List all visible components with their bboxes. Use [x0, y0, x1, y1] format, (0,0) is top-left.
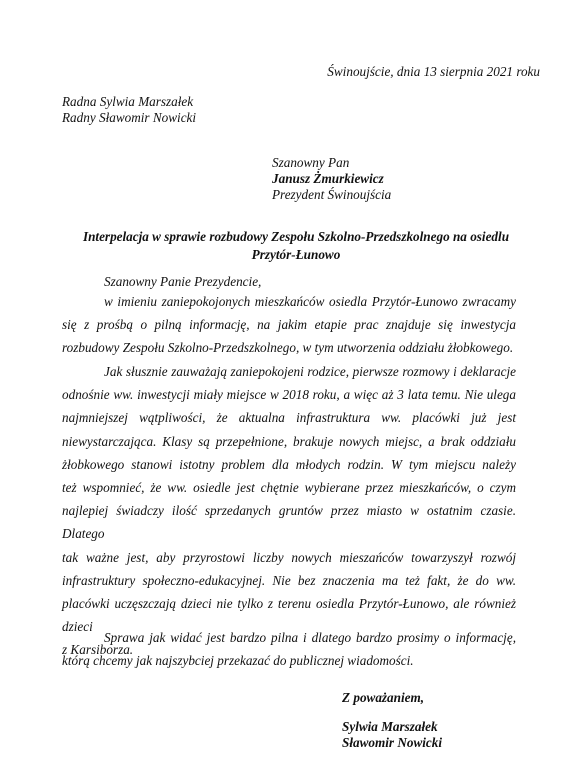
p1-line: się z prośbą o pilną informację, na jakim etapie prac znajduje się inwestycja: [62, 317, 516, 333]
paragraph-3: [62, 626, 516, 672]
p1-line: w imieniu zaniepokojonych mieszkańców osiedla Przytór-Łunowo zwracamy: [104, 294, 516, 309]
p2-line: najmniejszej wątpliwości, że aktualna infrastruktura ww. placówki już jest: [62, 410, 516, 426]
p2-line: Jak słusznie zauważają zaniepokojeni rodzice, pierwsze rozmowy i deklaracje: [104, 364, 516, 379]
greeting: Szanowny Panie Prezydencie,: [104, 274, 262, 289]
sender-2: Radny Sławomir Nowicki: [62, 110, 197, 125]
subject-line-2: Przytór-Łunowo: [251, 247, 341, 262]
addressee-title: Prezydent Świnoujścia: [272, 187, 392, 202]
p2-line: też wspomnieć, że ww. osiedle jest chętnie wybierane przez mieszkańców, o czym: [62, 480, 516, 496]
subject-line-1: Interpelacja w sprawie rozbudowy Zespołu Szkolno-Przedszkolnego na osiedlu: [82, 229, 510, 244]
p3-line: Sprawa jak widać jest bardzo pilna i dlatego bardzo prosimy o informację,: [104, 630, 516, 645]
p2-line: infrastruktury społeczno-edukacyjnej. Nie bez znaczenia ma też fakt, że do ww.: [62, 572, 516, 588]
addressee-salutation: Szanowny Pan: [272, 155, 350, 170]
p1-line: rozbudowy Zespołu Szkolno-Przedszkolnego, w tym utworzenia oddziału żłobkowego.: [62, 340, 514, 356]
place-date: Świnoujście, dnia 13 sierpnia 2021 roku: [327, 64, 540, 79]
p2-line: tak ważne jest, aby przyrostowi liczby nowych mieszańców towarzyszył rozwój: [62, 549, 516, 565]
subject-title: [62, 228, 530, 264]
p2-line: dzieci: [62, 619, 93, 635]
closing: Z poważaniem,: [342, 690, 425, 705]
p2-line: z Karsiborza.: [62, 642, 134, 658]
paragraph-2: [62, 360, 516, 662]
sender-1: Radna Sylwia Marszałek: [62, 94, 194, 109]
p2-line: odnośnie ww. inwestycji miały miejsce w 2018 roku, a więc aż 3 lata temu. Nie ulega: [62, 387, 516, 403]
signature-1: Sylwia Marszałek: [342, 719, 438, 734]
p3-line: którą chcemy jak najszybciej przekazać do publicznej wiadomości.: [62, 653, 414, 669]
p2-line: najlepiej świadczy ilość sprzedanych gruntów przez miasto w ostatnim czasie. Dlatego: [62, 503, 516, 542]
addressee-name: Janusz Żmurkiewicz: [272, 171, 384, 186]
p2-line: placówki uczęszczają dzieci nie tylko z terenu osiedla Przytór-Łunowo, ale również: [62, 596, 516, 612]
signature-2: Sławomir Nowicki: [342, 735, 443, 750]
paragraph-1: [62, 290, 516, 360]
p2-line: żłobkowego stanowi istotny problem dla młodych rodzin. W tym miejscu należy: [62, 456, 516, 472]
p2-line: niewystarczająca. Klasy są przepełnione, brakuje nowych miejsc, a brak oddziału: [62, 433, 516, 449]
